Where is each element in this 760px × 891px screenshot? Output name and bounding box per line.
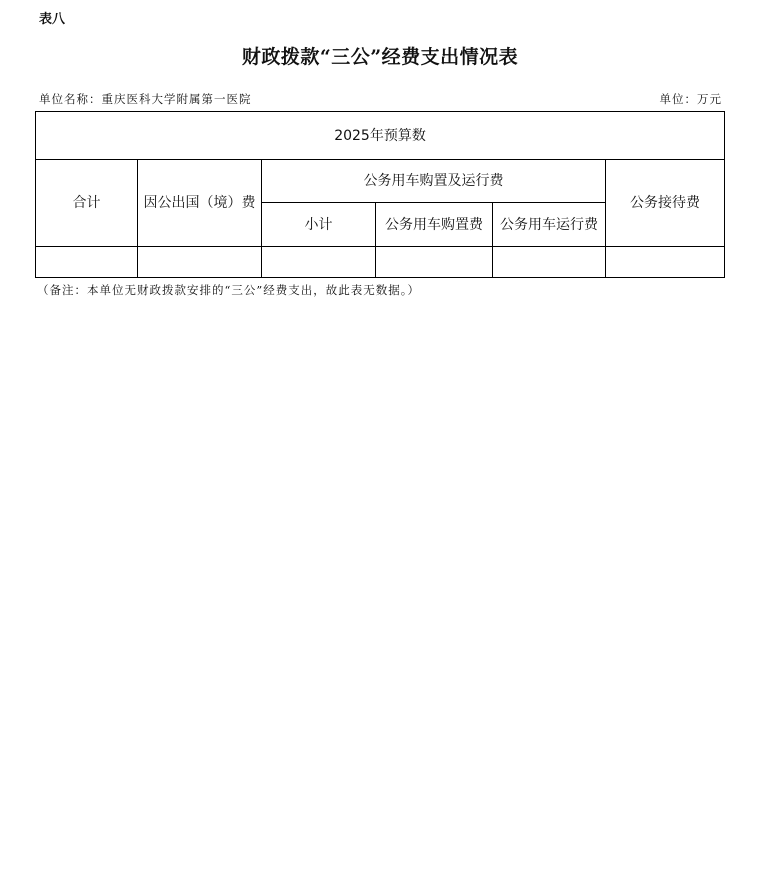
unit-label: 单位：万元: [659, 92, 722, 106]
footnote: （备注：本单位无财政拨款安排的“三公”经费支出，故此表无数据。）: [37, 283, 421, 297]
cell-total: [36, 247, 138, 278]
header-total: 合计: [36, 160, 138, 247]
header-reception: 公务接待费: [606, 160, 725, 247]
header-vehicle-group: 公务用车购置及运行费: [262, 160, 606, 203]
header-vehicle-purchase: 公务用车购置费: [376, 203, 493, 247]
table-row: [36, 247, 725, 278]
table-number: 表八: [39, 12, 66, 27]
budget-table: [35, 111, 725, 278]
unit-name: 单位名称：重庆医科大学附属第一医院: [39, 92, 252, 106]
header-vehicle-operation: 公务用车运行费: [493, 203, 606, 247]
header-subtotal: 小计: [262, 203, 376, 247]
page-title: 财政拨款“三公”经费支出情况表: [241, 46, 519, 68]
header-overseas: 因公出国（境）费: [138, 160, 262, 247]
cell-subtotal: [262, 247, 376, 278]
cell-overseas: [138, 247, 262, 278]
cell-vehicle-operation: [493, 247, 606, 278]
cell-reception: [606, 247, 725, 278]
header-row-1: [36, 160, 725, 203]
header-year-cell: 2025年预算数: [36, 112, 725, 160]
cell-vehicle-purchase: [376, 247, 493, 278]
header-row-year: [36, 112, 725, 160]
